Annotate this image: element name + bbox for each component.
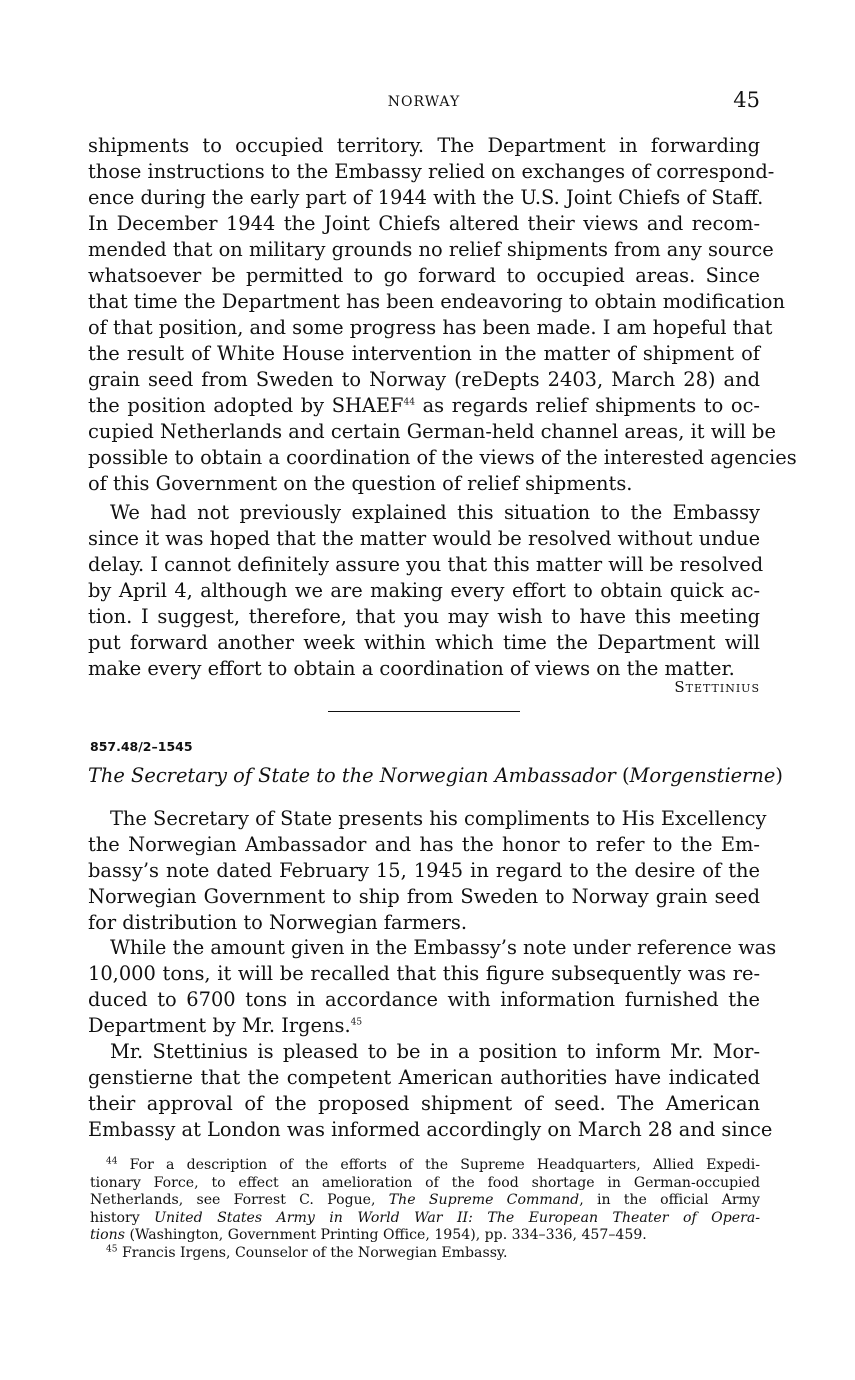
paragraph-2 — [88, 500, 764, 682]
text-line: bassy’s note dated February 15, 1945 in regard to the desire of the — [88, 859, 760, 882]
footnote-marker-44: 44 — [106, 1156, 118, 1167]
text-line — [88, 1013, 760, 1039]
footnote-44-line — [90, 1192, 760, 1210]
text-line: The Secretary of State presents his compliments to His Excellency — [110, 807, 767, 830]
title-close-paren: ) — [775, 764, 783, 787]
text-line: those instructions to the Embassy relied on exchanges of correspond- — [88, 160, 775, 183]
text-line: ence during the early part of 1944 with the U.S. Joint Chiefs of Staff. — [88, 186, 764, 209]
text-line: since it was hoped that the matter would be resolved without undue — [88, 527, 761, 550]
title-name: Morgenstierne — [629, 764, 776, 787]
text-line — [88, 393, 760, 419]
text-segment: the position adopted by SHAEF — [88, 394, 404, 417]
footnote-text: Netherlands, see Forrest C. Pogue, — [90, 1192, 376, 1208]
text-line: delay. I cannot definitely assure you that this matter will be resolved — [88, 553, 764, 576]
signature: Stettinius — [674, 678, 760, 696]
text-line: whatsoever be permitted to go forward to occupied areas. Since — [88, 264, 760, 287]
paragraph-3 — [88, 806, 767, 936]
paragraph-5 — [88, 1039, 773, 1143]
text-segment: Department by Mr. Irgens. — [88, 1014, 351, 1037]
text-line: make every effort to obtain a coordination of views on the matter. — [88, 657, 735, 680]
text-segment: as regards relief shipments to oc- — [422, 394, 760, 417]
text-line: for distribution to Norwegian farmers. — [88, 911, 468, 934]
running-head: NORWAY — [387, 94, 461, 110]
footnote-text: (Washington, Government Printing Office, 1954), pp. 334–336, 457–459. — [129, 1227, 647, 1243]
text-line: possible to obtain a coordination of the views of the interested agencies — [88, 446, 797, 469]
text-line: put forward another week within which time the Department will — [88, 631, 760, 654]
page-number: 45 — [733, 88, 760, 112]
footnote-44-line — [90, 1157, 760, 1175]
footnote-44-line — [90, 1227, 760, 1245]
text-line: shipments to occupied territory. The Department in forwarding — [88, 134, 760, 157]
text-line: of that position, and some progress has been made. I am hopeful that — [88, 316, 773, 339]
footnote-text: history — [90, 1209, 140, 1226]
text-line: tion. I suggest, therefore, that you may wish to have this meeting — [88, 605, 760, 628]
text-line: In December 1944 the Joint Chiefs altered their views and recom- — [88, 212, 760, 235]
document-title — [88, 764, 783, 787]
text-line: Mr. Stettinius is pleased to be in a position to inform Mr. Mor- — [110, 1040, 760, 1063]
text-line: mended that on military grounds no relief shipments from any source — [88, 238, 774, 261]
footnote-text: Francis Irgens, Counselor of the Norwegian Embassy. — [121, 1244, 508, 1261]
footnote-44-line: tionary Force, to effect an amelioration of the food shortage in German-occupied — [90, 1174, 760, 1191]
text-line: Norwegian Government to ship from Sweden to Norway grain seed — [88, 885, 760, 908]
footnote-series-title: tions — [90, 1227, 125, 1243]
text-line: their approval of the proposed shipment of seed. The American — [88, 1092, 760, 1115]
section-divider — [328, 711, 520, 712]
text-line: Embassy at London was informed accordingly on March 28 and since — [88, 1118, 773, 1141]
footnote-ref-44: 44 — [403, 397, 415, 408]
footnote-44-line — [90, 1210, 760, 1228]
text-line: cupied Netherlands and certain German-held channel areas, it will be — [88, 420, 776, 443]
text-line: We had not previously explained this situation to the Embassy — [110, 501, 760, 524]
paragraph-4 — [88, 935, 777, 1039]
footnote-ref-45: 45 — [350, 1017, 363, 1028]
text-line: the result of White House intervention in the matter of shipment of — [88, 342, 760, 365]
text-line: that time the Department has been endeavoring to obtain modification — [88, 290, 785, 313]
footnote-series-title: United States Army in World War II: The European Theater of Opera- — [154, 1209, 760, 1226]
text-line: 10,000 tons, it will be recalled that this figure subsequently was re- — [88, 962, 760, 985]
footnote-marker-45: 45 — [106, 1243, 118, 1254]
text-line: by April 4, although we are making every effort to obtain quick ac- — [88, 579, 760, 602]
file-number: 857.48/2–1545 — [90, 739, 193, 754]
page-header — [88, 88, 760, 118]
footnote-45-line — [90, 1245, 760, 1263]
footnotes — [90, 1157, 760, 1262]
text-line: of this Government on the question of relief shipments. — [88, 472, 633, 495]
title-main: The Secretary of State to the Norwegian Ambassador — [88, 764, 616, 787]
text-line: the Norwegian Ambassador and has the honor to refer to the Em- — [88, 833, 760, 856]
text-line: grain seed from Sweden to Norway (reDepts 2403, March 28) and — [88, 368, 760, 391]
text-line: duced to 6700 tons in accordance with information furnished the — [88, 988, 760, 1011]
footnote-text: For a description of the efforts of the Supreme Headquarters, Allied Expedi- — [129, 1157, 760, 1173]
paragraph-1 — [88, 133, 797, 497]
footnote-text: , in the official Army — [579, 1192, 760, 1208]
title-open-paren: ( — [621, 764, 630, 787]
text-line: genstierne that the competent American authorities have indicated — [88, 1066, 760, 1089]
footnote-book-title: The Supreme Command — [388, 1192, 580, 1208]
text-line: While the amount given in the Embassy’s note under reference was — [110, 936, 777, 959]
